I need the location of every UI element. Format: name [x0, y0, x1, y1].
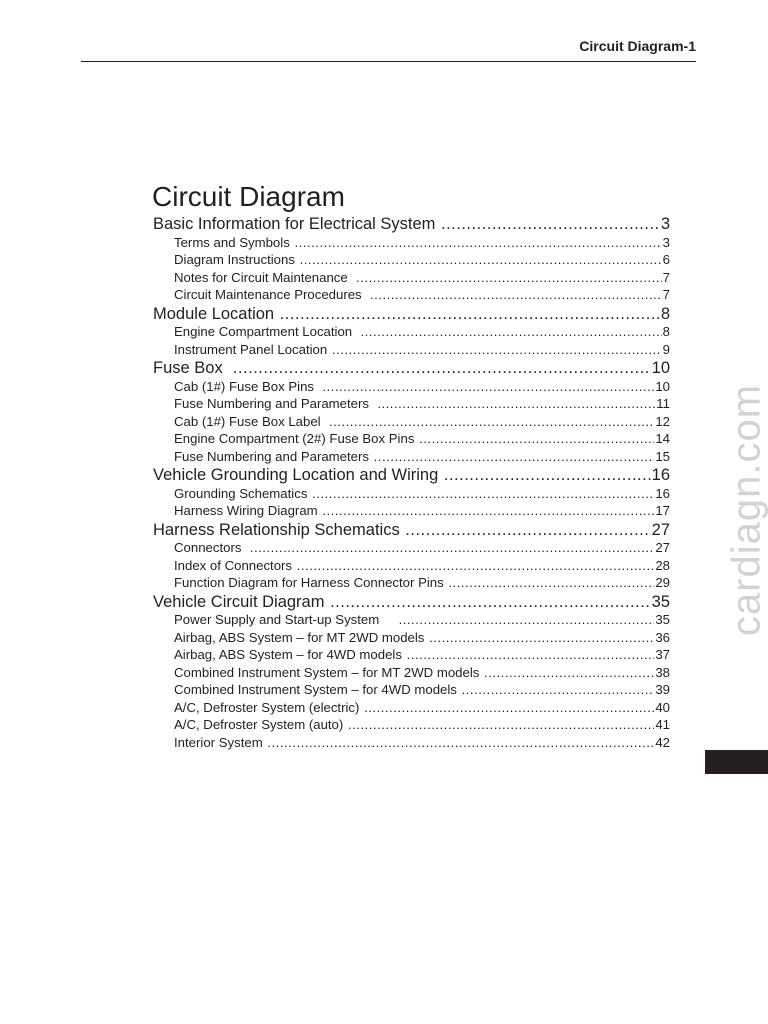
- toc-entry-title: Fuse Numbering and Parameters: [174, 448, 373, 464]
- toc-entry-title: A/C, Defroster System (electric): [174, 699, 364, 715]
- toc-page-number: 7: [662, 269, 670, 285]
- toc-subsection-entry[interactable]: [153, 395, 670, 413]
- toc-entry-title: Vehicle Circuit Diagram: [153, 592, 330, 611]
- toc-section-entry[interactable]: [153, 593, 670, 612]
- toc-subsection-entry[interactable]: [153, 430, 670, 448]
- toc-subsection-entry[interactable]: [153, 557, 670, 575]
- toc-page-number: 42: [655, 734, 670, 750]
- toc-subsection-entry[interactable]: [153, 574, 670, 592]
- toc-page-number: 3: [660, 215, 670, 233]
- toc-entry-title: Grounding Schematics: [174, 485, 312, 501]
- toc-dot-leader: [462, 681, 655, 699]
- toc-page-number: 10: [655, 378, 670, 394]
- toc-subsection-entry[interactable]: [153, 716, 670, 734]
- toc-entry-title: Diagram Instructions: [174, 252, 299, 267]
- toc-dot-leader: [348, 716, 654, 734]
- toc-entry-title: Fuse Box: [153, 359, 232, 377]
- toc-page-number: 17: [655, 503, 670, 518]
- toc-entry-title: Harness Relationship Schematics: [153, 520, 405, 539]
- toc-entry-title: Combined Instrument System – for MT 2WD models: [174, 664, 484, 680]
- toc-dot-leader: [374, 448, 655, 466]
- toc-subsection-entry[interactable]: [153, 539, 670, 557]
- toc-entry-title: Vehicle Grounding Location and Wiring: [153, 466, 443, 484]
- toc-subsection-entry[interactable]: [153, 286, 670, 304]
- toc-dot-leader: [294, 234, 661, 252]
- toc-page-number: 14: [655, 431, 670, 446]
- toc-subsection-entry[interactable]: [153, 629, 670, 647]
- toc-entry-title: Airbag, ABS System – for MT 2WD models: [174, 629, 429, 645]
- toc-section-entry[interactable]: [153, 359, 670, 378]
- toc-subsection-entry[interactable]: [153, 448, 670, 466]
- toc-subsection-entry[interactable]: [153, 341, 670, 359]
- toc-page-number: 27: [655, 540, 670, 555]
- toc-subsection-entry[interactable]: [153, 681, 670, 699]
- toc-page-number: 6: [662, 252, 670, 267]
- table-of-contents: [153, 214, 670, 751]
- toc-section-entry[interactable]: [153, 215, 670, 234]
- toc-subsection-entry[interactable]: [153, 699, 670, 717]
- toc-entry-title: Function Diagram for Harness Connector Pins: [174, 575, 448, 590]
- toc-entry-title: Basic Information for Electrical System: [153, 215, 441, 233]
- toc-page-number: 8: [660, 304, 670, 323]
- toc-page-number: 40: [655, 699, 670, 715]
- toc-entry-title: Cab (1#) Fuse Box Label: [174, 413, 328, 429]
- toc-page-number: 38: [655, 664, 670, 680]
- toc-page-number: 3: [662, 234, 670, 250]
- toc-entry-title: Index of Connectors: [174, 557, 296, 573]
- toc-entry-title: Notes for Circuit Maintenance: [174, 269, 356, 285]
- toc-dot-leader: [399, 611, 655, 629]
- toc-page-number: 7: [662, 287, 670, 302]
- toc-page-number: 8: [662, 324, 670, 339]
- toc-entry-title: Fuse Numbering and Parameters: [174, 396, 377, 411]
- header-rule: [81, 61, 696, 62]
- toc-dot-leader: [330, 593, 651, 612]
- toc-entry-title: Module Location: [153, 304, 279, 323]
- toc-dot-leader: [233, 359, 651, 378]
- section-tab: [705, 750, 768, 774]
- toc-dot-leader: [419, 430, 654, 448]
- toc-dot-leader: [444, 466, 651, 485]
- toc-entry-title: Harness Wiring Diagram: [174, 503, 322, 518]
- toc-entry-title: Instrument Panel Location: [174, 341, 331, 357]
- watermark: cardiagn.com: [724, 383, 768, 637]
- toc-dot-leader: [332, 341, 662, 359]
- toc-dot-leader: [405, 521, 650, 540]
- toc-page-number: 29: [655, 575, 670, 590]
- toc-subsection-entry[interactable]: [153, 378, 670, 396]
- toc-dot-leader: [360, 323, 661, 341]
- toc-dot-leader: [407, 646, 655, 664]
- toc-page-number: 27: [651, 520, 670, 539]
- toc-subsection-entry[interactable]: [153, 664, 670, 682]
- toc-dot-leader: [429, 629, 654, 647]
- toc-dot-leader: [484, 664, 654, 682]
- toc-page-number: 37: [655, 647, 670, 662]
- toc-entry-title: Airbag, ABS System – for 4WD models: [174, 647, 406, 662]
- toc-dot-leader: [267, 734, 654, 752]
- toc-dot-leader: [297, 557, 655, 575]
- toc-page-number: 36: [655, 629, 670, 645]
- toc-dot-leader: [356, 269, 662, 287]
- toc-entry-title: Circuit Maintenance Procedures: [174, 287, 369, 302]
- toc-page-number: 35: [655, 612, 670, 627]
- toc-subsection-entry[interactable]: [153, 251, 670, 269]
- page-title: Circuit Diagram: [152, 181, 345, 212]
- toc-subsection-entry[interactable]: [153, 234, 670, 252]
- toc-page-number: 16: [655, 485, 670, 501]
- toc-entry-title: Connectors: [174, 540, 249, 555]
- toc-dot-leader: [448, 574, 654, 592]
- toc-subsection-entry[interactable]: [153, 413, 670, 431]
- toc-page-number: 15: [655, 448, 670, 464]
- toc-page-number: 9: [662, 341, 670, 357]
- toc-dot-leader: [300, 251, 662, 269]
- toc-dot-leader: [250, 539, 655, 557]
- toc-subsection-entry[interactable]: [153, 734, 670, 752]
- toc-section-entry[interactable]: [153, 305, 670, 324]
- toc-entry-title: Power Supply and Start-up System: [174, 612, 398, 627]
- toc-entry-title: A/C, Defroster System (auto): [174, 717, 347, 732]
- toc-dot-leader: [322, 378, 654, 396]
- toc-entry-title: Cab (1#) Fuse Box Pins: [174, 378, 322, 394]
- toc-dot-leader: [312, 485, 654, 503]
- toc-subsection-entry[interactable]: [153, 269, 670, 287]
- toc-page-number: 39: [655, 682, 670, 697]
- toc-section-entry[interactable]: [153, 466, 670, 485]
- toc-subsection-entry[interactable]: [153, 485, 670, 503]
- toc-entry-title: Engine Compartment Location: [174, 324, 360, 339]
- toc-dot-leader: [364, 699, 654, 717]
- toc-entry-title: Terms and Symbols: [174, 234, 294, 250]
- toc-page-number: 41: [655, 717, 670, 732]
- toc-page-number: 16: [651, 466, 670, 484]
- toc-entry-title: Interior System: [174, 734, 267, 750]
- toc-entry-title: Combined Instrument System – for 4WD models: [174, 682, 461, 697]
- toc-page-number: 11: [656, 396, 670, 411]
- toc-dot-leader: [441, 215, 660, 234]
- running-header: Circuit Diagram-1: [579, 38, 696, 54]
- toc-dot-leader: [280, 305, 660, 324]
- toc-page-number: 35: [651, 592, 670, 611]
- toc-entry-title: Engine Compartment (2#) Fuse Box Pins: [174, 431, 419, 446]
- toc-section-entry[interactable]: [153, 521, 670, 540]
- toc-dot-leader: [329, 413, 654, 431]
- toc-dot-leader: [377, 395, 655, 413]
- toc-subsection-entry[interactable]: [153, 323, 670, 341]
- toc-subsection-entry[interactable]: [153, 611, 670, 629]
- toc-page-number: 10: [651, 359, 670, 377]
- toc-page-number: 28: [655, 557, 670, 573]
- toc-subsection-entry[interactable]: [153, 502, 670, 520]
- toc-dot-leader: [370, 286, 662, 304]
- toc-dot-leader: [322, 502, 654, 520]
- toc-subsection-entry[interactable]: [153, 646, 670, 664]
- toc-page-number: 12: [655, 413, 670, 429]
